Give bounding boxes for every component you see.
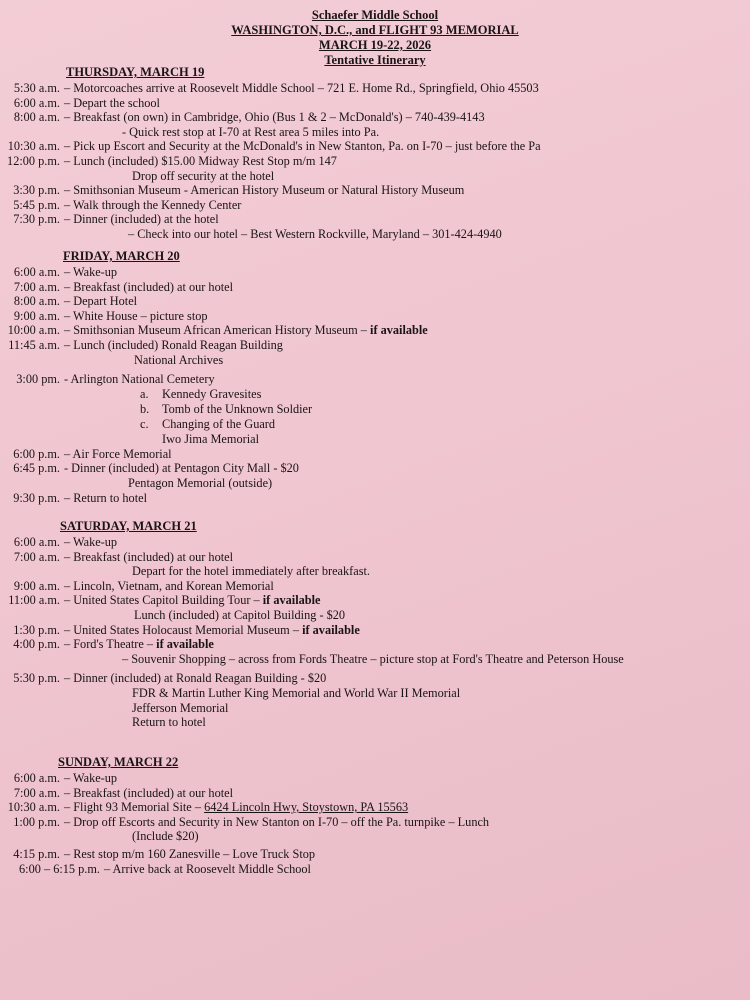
entry-text: – Wake-up [64, 535, 118, 549]
schedule-entry [0, 372, 750, 387]
entry-text: – Flight 93 Memorial Site – [64, 800, 201, 815]
entry-time: 5:30 a.m. [13, 81, 60, 95]
schedule-entry [0, 183, 750, 198]
schedule-entry [0, 461, 750, 476]
school-name: Schaefer Middle School [311, 8, 439, 22]
entry-text: – Ford's Theatre – [64, 637, 154, 652]
sub-item [0, 432, 750, 447]
schedule-entry [0, 110, 750, 125]
trip-dates: MARCH 19-22, 2026 [318, 38, 432, 52]
availability-note: if available [370, 323, 428, 338]
schedule-entry [0, 212, 750, 227]
entry-note: Return to hotel [132, 715, 206, 730]
sub-item-text: Tomb of the Unknown Soldier [162, 401, 313, 416]
day-sunday [0, 755, 750, 876]
entry-note: – Check into our hotel – Best Western Rockville, Maryland – 301-424-4940 [128, 226, 502, 241]
entry-time: 8:00 a.m. [13, 110, 60, 125]
entry-note: Pentagon Memorial (outside) [128, 475, 273, 490]
availability-note: if available [302, 622, 360, 637]
entry-time: 5:45 p.m. [13, 197, 60, 212]
entry-text: – Smithsonian Museum African American History Museum – [64, 323, 367, 338]
schedule-entry [0, 637, 750, 652]
entry-time: 8:00 a.m. [13, 294, 60, 309]
day-thursday [0, 65, 750, 242]
entry-text: – White House – picture stop [64, 308, 208, 323]
entry-text: – United States Capitol Building Tour – [64, 593, 260, 608]
entry-note: Depart for the hotel immediately after breakfast. [132, 564, 370, 579]
entry-time: 9:00 a.m. [13, 578, 60, 593]
entry-text: – Wake-up [64, 771, 118, 785]
sub-item-text: Iwo Jima Memorial [162, 431, 259, 446]
entry-time: 6:00 a.m. [13, 95, 60, 110]
entry-note: – Souvenir Shopping – across from Fords Theatre – picture stop at Ford's Theatre and Peterson House [122, 651, 624, 666]
schedule-entry [0, 309, 750, 324]
entry-time: 6:45 p.m. [13, 461, 60, 476]
schedule-entry [0, 447, 750, 462]
sub-item-marker: c. [140, 416, 149, 431]
schedule-entry [0, 338, 750, 353]
entry-text: – Lunch (included) $15.00 Midway Rest Stop m/m 147 [64, 153, 337, 168]
entry-time: 10:30 a.m. [7, 139, 60, 154]
schedule-entry [0, 862, 750, 877]
sub-item-marker: b. [140, 401, 150, 416]
entry-note: (Include $20) [132, 829, 199, 844]
entry-note: - Quick rest stop at I-70 at Rest area 5 miles into Pa. [122, 124, 380, 139]
entry-time: 4:00 p.m. [13, 637, 60, 652]
entry-text: - Dinner (included) at Pentagon City Mall - $20 [64, 461, 299, 476]
entry-time: 11:00 a.m. [8, 593, 60, 608]
schedule-entry [0, 198, 750, 213]
entry-text: – Drop off Escorts and Security in New Stanton on I-70 – off the Pa. turnpike – Lunch [64, 814, 490, 829]
schedule-entry [0, 535, 750, 550]
entry-text: – Rest stop m/m 160 Zanesville – Love Truck Stop [64, 846, 316, 861]
sub-item [0, 402, 750, 417]
entry-time: 7:00 a.m. [13, 785, 60, 800]
schedule-entry [0, 550, 750, 565]
entry-text: – United States Holocaust Memorial Museum – [64, 622, 299, 637]
sub-item-text: Changing of the Guard [162, 416, 276, 431]
entry-time: 3:00 pm. [16, 372, 60, 387]
schedule-entry [0, 323, 750, 338]
entry-time: 6:00 a.m. [13, 771, 60, 785]
sub-item-marker: a. [140, 386, 149, 401]
entry-time: 11:45 a.m. [8, 337, 60, 352]
entry-time: 4:15 p.m. [13, 846, 60, 861]
entry-text: – Air Force Memorial [64, 446, 172, 461]
schedule-entry [0, 96, 750, 111]
day-friday [0, 249, 750, 505]
schedule-entry [0, 294, 750, 309]
entry-time: 9:00 a.m. [13, 308, 60, 323]
schedule-entry [0, 593, 750, 608]
entry-text: – Dinner (included) at Ronald Reagan Building - $20 [64, 671, 327, 686]
entry-time: 6:00 a.m. [13, 535, 60, 549]
schedule-entry [0, 671, 750, 686]
schedule-entry [0, 491, 750, 506]
entry-time: 6:00 a.m. [13, 265, 60, 279]
entry-text: – Walk through the Kennedy Center [64, 197, 242, 212]
entry-time: 12:00 p.m. [7, 153, 60, 168]
day-title: SATURDAY, MARCH 21 [60, 519, 197, 533]
document-header [0, 8, 750, 68]
entry-note: Jefferson Memorial [132, 700, 229, 715]
entry-note: National Archives [134, 352, 224, 367]
entry-text: – Arrive back at Roosevelt Middle School [104, 861, 311, 876]
entry-time: 10:00 a.m. [7, 323, 60, 338]
entry-time: 6:00 – 6:15 p.m. [19, 861, 100, 876]
schedule-entry [0, 847, 750, 862]
schedule-entry [0, 81, 750, 96]
entry-time: 1:30 p.m. [13, 622, 60, 637]
itinerary-subtitle: Tentative Itinerary [324, 53, 426, 67]
schedule-entry [0, 623, 750, 638]
entry-note: FDR & Martin Luther King Memorial and World War II Memorial [132, 685, 461, 700]
availability-note: if available [262, 593, 321, 608]
entry-time: 7:00 a.m. [13, 279, 60, 294]
entry-time: 7:30 p.m. [13, 212, 60, 227]
day-title: THURSDAY, MARCH 19 [66, 65, 205, 79]
day-title: FRIDAY, MARCH 20 [63, 249, 180, 263]
entry-time: 3:30 p.m. [13, 183, 60, 198]
schedule-entry [0, 265, 750, 280]
entry-time: 10:30 a.m. [7, 800, 60, 815]
day-title: SUNDAY, MARCH 22 [58, 755, 179, 769]
sub-item [0, 417, 750, 432]
trip-title: WASHINGTON, D.C., and FLIGHT 93 MEMORIAL [231, 23, 519, 37]
entry-text: – Dinner (included) at the hotel [64, 212, 219, 227]
entry-text: – Lunch (included) Ronald Reagan Building [64, 337, 283, 352]
entry-text: – Breakfast (included) at our hotel [64, 785, 234, 800]
entry-time: 5:30 p.m. [13, 671, 60, 686]
entry-text: – Lincoln, Vietnam, and Korean Memorial [64, 578, 274, 593]
entry-text: – Breakfast (on own) in Cambridge, Ohio (Bus 1 & 2 – McDonald's) – 740-439-4143 [64, 110, 485, 125]
day-saturday [0, 519, 750, 730]
entry-note: Drop off security at the hotel [132, 168, 275, 183]
schedule-entry [0, 280, 750, 295]
entry-text: – Wake-up [64, 265, 118, 279]
schedule-entry [0, 154, 750, 169]
entry-text: – Pick up Escort and Security at the McDonald's in New Stanton, Pa. on I-70 – just before the Pa [64, 139, 541, 154]
schedule-entry [0, 579, 750, 594]
entry-text: – Depart the school [64, 95, 160, 110]
schedule-entry [0, 139, 750, 154]
entry-note: Lunch (included) at Capitol Building - $20 [134, 607, 346, 622]
entry-text: – Breakfast (included) at our hotel [64, 279, 234, 294]
schedule-entry [0, 771, 750, 786]
availability-note: if available [156, 637, 214, 652]
entry-time: 9:30 p.m. [13, 490, 60, 505]
entry-text: – Breakfast (included) at our hotel [64, 549, 234, 564]
sub-item-text: Kennedy Gravesites [162, 386, 262, 401]
schedule-entry [0, 815, 750, 830]
sub-item [0, 387, 750, 402]
entry-text: – Depart Hotel [64, 294, 138, 309]
entry-text: - Arlington National Cemetery [64, 372, 215, 387]
entry-text: – Return to hotel [64, 490, 147, 505]
entry-text: – Smithsonian Museum - American History Museum or Natural History Museum [64, 183, 465, 198]
entry-text: – Motorcoaches arrive at Roosevelt Middle School – 721 E. Home Rd., Springfield, Ohio 45503 [64, 81, 539, 95]
site-address: 6424 Lincoln Hwy, Stoystown, PA 15563 [204, 800, 409, 815]
entry-time: 1:00 p.m. [13, 814, 60, 829]
schedule-entry [0, 800, 750, 815]
entry-time: 7:00 a.m. [13, 549, 60, 564]
entry-time: 6:00 p.m. [13, 446, 60, 461]
schedule-entry [0, 786, 750, 801]
